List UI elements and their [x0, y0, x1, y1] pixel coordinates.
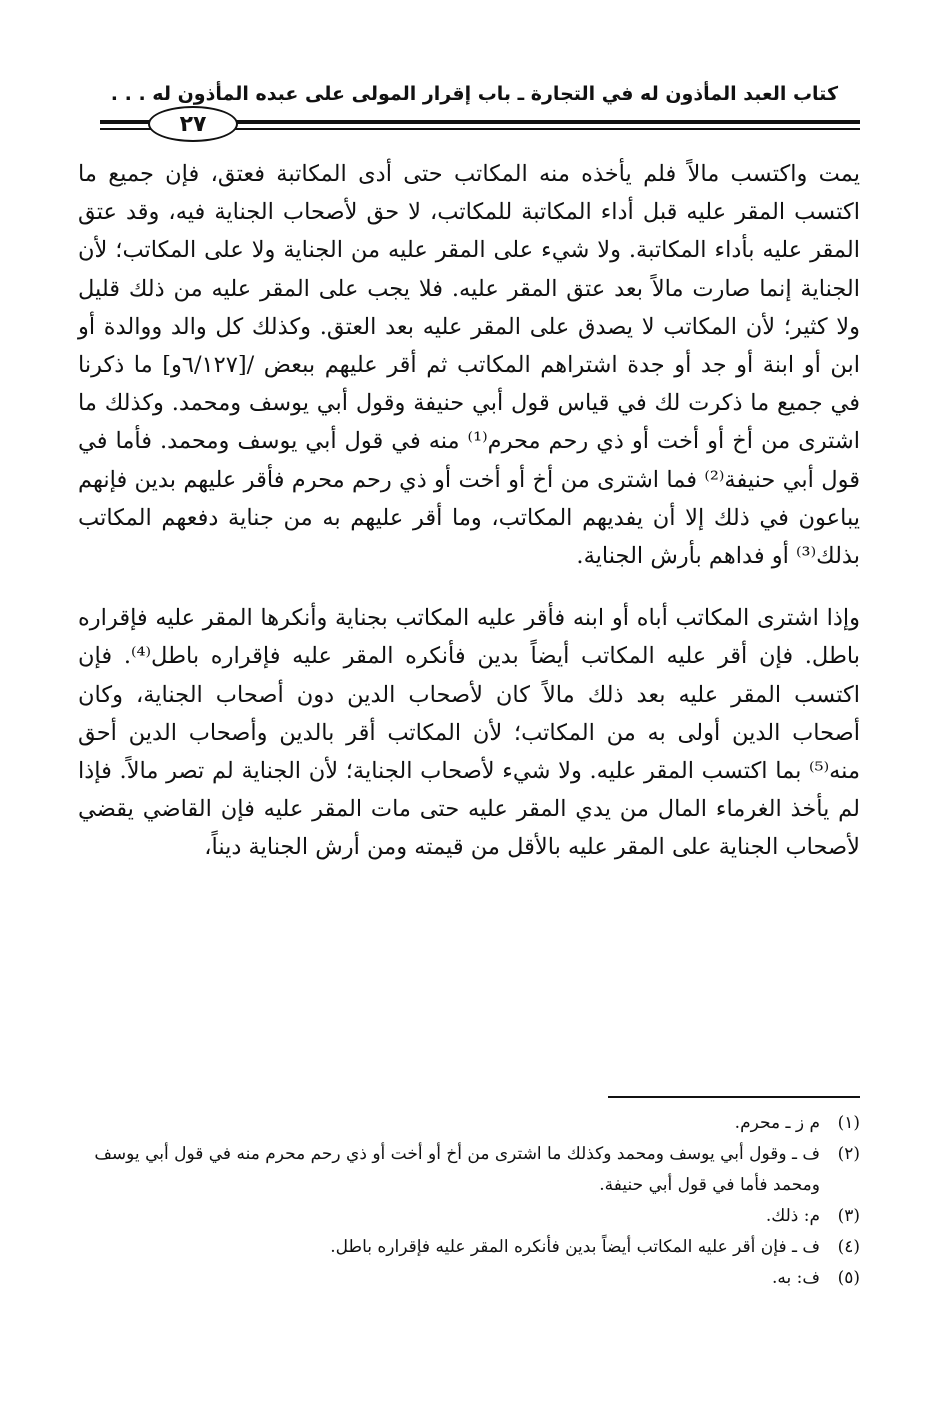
footnote-number: (٤): [837, 1237, 860, 1257]
running-title: كتاب العبد المأذون له في التجارة ـ باب إقرار المولى على عبده المأذون له . . .: [110, 83, 838, 105]
footnote-2: [78, 1139, 860, 1201]
footnotes: [78, 1108, 860, 1294]
footnote-number: (٣): [837, 1206, 860, 1226]
footnote-1: [78, 1108, 860, 1139]
footnote-number: (٥): [837, 1268, 860, 1288]
footnote-5: [78, 1263, 860, 1294]
footnote-text: ف ـ وقول أبي يوسف ومحمد وكذلك ما اشترى من أخ أو أخت أو ذي رحم محرم منه في قول أبي يوسف ومحمد فأما في قول أبي حنيفة.: [94, 1144, 820, 1195]
page-number-badge: [148, 106, 238, 142]
page-number: ٢٧: [179, 111, 207, 137]
footnote-number: (١): [837, 1113, 860, 1133]
footnote-4: [78, 1232, 860, 1263]
footnote-text: م ز ـ محرم.: [734, 1113, 820, 1133]
footnote-text: م: ذلك.: [765, 1206, 820, 1226]
footnote-3: [78, 1201, 860, 1232]
paragraph-2: وإذا اشترى المكاتب أباه أو ابنه فأقر عليه المكاتب بجناية وأنكرها المقر عليه فإقراره باطل. فإن أقر عليه المكاتب أيضاً بدين فأنكره المقر عليه فإقراره باطل⁽⁴⁾. فإن اكتسب المقر عليه بعد ذلك مالاً كان لأصحاب الدين دون أصحاب الجناية، وكان أصحاب الدين أولى به من المكاتب؛ لأن المكاتب أقر بالدين وأصحاب الدين أحق منه⁽⁵⁾ بما اكتسب المقر عليه. ولا شيء لأصحاب الجناية؛ لأن الجناية لم تصر مالاً. فإذا لم يأخذ الغرماء المال من يدي المقر عليه حتى مات المقر عليه فإن القاضي يقضي لأصحاب الجناية على المقر عليه بالأقل من قيمته ومن أرش الجناية ديناً،: [78, 605, 861, 861]
paragraph-1: يمت واكتسب مالاً فلم يأخذه منه المكاتب حتى أدى المكاتبة فعتق، فإن جميع ما اكتسب المقر عليه قبل أداء المكاتبة للمكاتب، لا حق لأصحاب الجناية فيه، وقد عتق المقر عليه بأداء المكاتبة. ولا شيء على المقر عليه من الجناية ولا على المكاتب؛ لأن الجناية إنما صارت مالاً بعد عتق المقر عليه. فلا يجب على المقر عليه من ذلك قليل ولا كثير؛ لأن المكاتب لا يصدق على المقر عليه بعد العتق. وكذلك كل والد ووالدة أو ابن أو ابنة أو جد أو جدة اشتراهم المكاتب ثم أقر عليهم ببعض /[٦/١٢٧و] ما ذكرنا في جميع ما ذكرت لك في قياس قول أبي حنيفة وقول أبي يوسف ومحمد. وكذلك ما اشترى من أخ أو أخت أو ذي رحم محرم⁽¹⁾ منه في قول أبي يوسف ومحمد. فأما في قول أبي حنيفة⁽²⁾ فما اشترى من أخ أو أخت أو ذي رحم محرم فأقر عليهم بدين فإنهم يباعون في ذلك إلا أن يفديهم المكاتب، وما أقر عليهم به من جناية دفعهم المكاتب بذلك⁽³⁾ أو فداهم بأرش الجناية.: [78, 161, 860, 570]
footnote-text: ف ـ فإن أقر عليه المكاتب أيضاً بدين فأنكره المقر عليه فإقراره باطل.: [330, 1237, 820, 1257]
footnote-number: (٢): [837, 1144, 860, 1164]
footnote-text: ف: به.: [771, 1268, 820, 1288]
footnote-separator: [608, 1096, 860, 1098]
main-text: [78, 155, 860, 867]
